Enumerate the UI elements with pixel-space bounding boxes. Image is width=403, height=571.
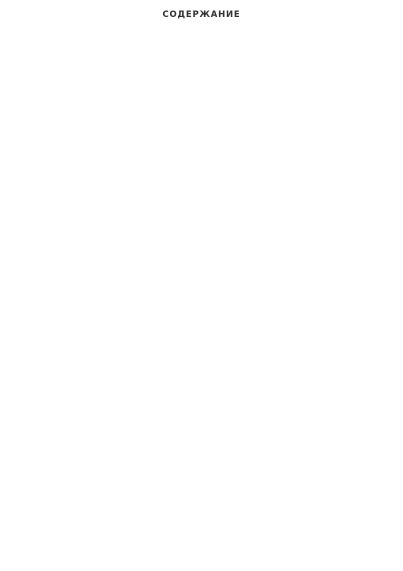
table-of-contents [0, 31, 403, 571]
document-title: СОДЕРЖАНИЕ [162, 10, 241, 20]
